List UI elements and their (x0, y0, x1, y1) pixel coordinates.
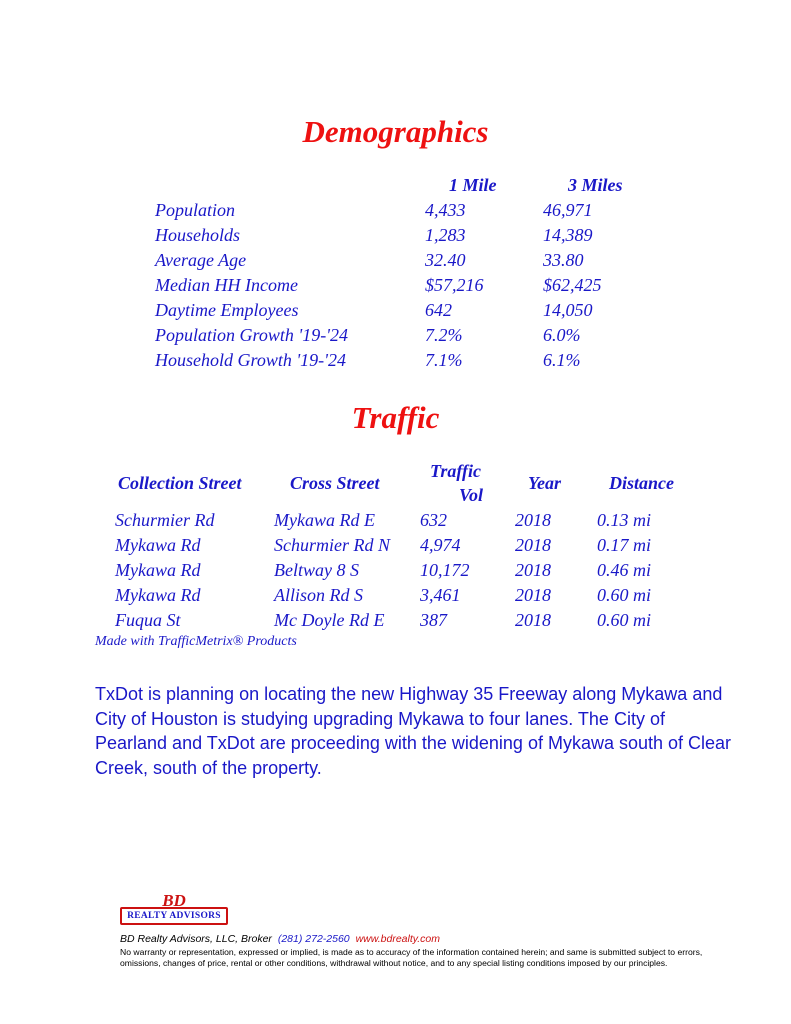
demographics-header-row (0, 175, 791, 200)
traffic-cross-street: Allison Rd S (274, 585, 363, 605)
disclaimer: No warranty or representation, expressed or implied, is made as to accuracy of the information contained herein; and same is submitted subject to errors, omissions, changes of price, rental or other conditions, withdrawal without notice, and to any special listing conditions imposed by our principles. (120, 947, 703, 968)
demographics-row (0, 225, 791, 250)
traffic-collection-street: Mykawa Rd (115, 535, 201, 555)
demographics-1-mile-value: 4,433 (425, 200, 466, 220)
traffic-collection-street: Fuqua St (115, 610, 181, 630)
demographics-label: Household Growth '19-'24 (155, 350, 347, 370)
header-cross-street: Cross Street (290, 473, 380, 493)
header-collection-street: Collection Street (118, 473, 242, 493)
traffic-row (0, 535, 791, 560)
traffic-volume: 10,172 (420, 560, 470, 580)
header-traffic-line1: Traffic (430, 461, 481, 481)
demographics-3-miles-value: $62,425 (543, 275, 602, 295)
broker-line (120, 933, 440, 945)
traffic-year: 2018 (515, 585, 551, 605)
traffic-distance: 0.46 mi (597, 560, 651, 580)
demographics-label: Population Growth '19-'24 (155, 325, 349, 345)
traffic-year: 2018 (515, 510, 551, 530)
demographics-3-miles-value: 33.80 (543, 250, 584, 270)
traffic-cross-street: Mykawa Rd E (274, 510, 375, 530)
traffic-credit: Made with TrafficMetrix® Products (95, 634, 297, 649)
traffic-collection-street: Mykawa Rd (115, 560, 201, 580)
demographics-1-mile-value: 7.2% (425, 325, 463, 345)
header-1-mile: 1 Mile (449, 175, 497, 195)
demographics-1-mile-value: $57,216 (425, 275, 484, 295)
traffic-row (0, 610, 791, 635)
demographics-label: Median HH Income (155, 275, 298, 295)
traffic-volume: 387 (420, 610, 447, 630)
logo-box (120, 907, 228, 925)
traffic-row (0, 510, 791, 535)
logo-bd-text: BD (162, 891, 186, 910)
demographics-1-mile-value: 642 (425, 300, 452, 320)
demographics-row (0, 200, 791, 225)
demographics-1-mile-value: 7.1% (425, 350, 463, 370)
demographics-row (0, 275, 791, 300)
traffic-cross-street: Beltway 8 S (274, 560, 359, 580)
traffic-cross-street: Mc Doyle Rd E (274, 610, 385, 630)
traffic-row (0, 560, 791, 585)
traffic-volume: 632 (420, 510, 447, 530)
traffic-distance: 0.17 mi (597, 535, 651, 555)
demographics-title: Demographics (302, 114, 489, 149)
demographics-row (0, 300, 791, 325)
header-year: Year (528, 473, 561, 493)
demographics-1-mile-value: 32.40 (425, 250, 466, 270)
header-traffic-line2: Vol (459, 485, 484, 505)
demographics-3-miles-value: 6.0% (543, 325, 581, 345)
traffic-year: 2018 (515, 560, 551, 580)
demographics-label: Population (155, 200, 235, 220)
traffic-distance: 0.13 mi (597, 510, 651, 530)
traffic-cross-street: Schurmier Rd N (274, 535, 390, 555)
header-3-miles: 3 Miles (568, 175, 623, 195)
header-distance: Distance (609, 473, 674, 493)
broker-phone: (281) 272-2560 (277, 933, 350, 945)
broker-name: BD Realty Advisors, LLC, Broker (120, 933, 272, 945)
demographics-row (0, 350, 791, 375)
traffic-distance: 0.60 mi (597, 585, 651, 605)
traffic-collection-street: Schurmier Rd (115, 510, 215, 530)
demographics-3-miles-value: 6.1% (543, 350, 581, 370)
highway-paragraph: TxDot is planning on locating the new Highway 35 Freeway along Mykawa and City of Houston is studying upgrading Mykawa to four lanes. The City of Pearland and TxDot are proceeding with the widening of Mykawa south of Clear Creek, south of the property. (95, 684, 732, 778)
traffic-volume: 4,974 (420, 535, 461, 555)
demographics-3-miles-value: 46,971 (543, 200, 593, 220)
traffic-volume: 3,461 (420, 585, 461, 605)
demographics-label: Daytime Employees (155, 300, 299, 320)
demographics-label: Average Age (155, 250, 247, 270)
traffic-year: 2018 (515, 535, 551, 555)
demographics-3-miles-value: 14,389 (543, 225, 593, 245)
traffic-title: Traffic (351, 400, 440, 435)
logo-subtitle: REALTY ADVISORS (127, 911, 221, 921)
broker-website[interactable]: www.bdrealty.com (355, 933, 440, 945)
traffic-row (0, 585, 791, 610)
traffic-year: 2018 (515, 610, 551, 630)
demographics-3-miles-value: 14,050 (543, 300, 593, 320)
demographics-row (0, 250, 791, 275)
traffic-distance: 0.60 mi (597, 610, 651, 630)
demographics-label: Households (155, 225, 240, 245)
demographics-1-mile-value: 1,283 (425, 225, 466, 245)
demographics-row (0, 325, 791, 350)
traffic-collection-street: Mykawa Rd (115, 585, 201, 605)
